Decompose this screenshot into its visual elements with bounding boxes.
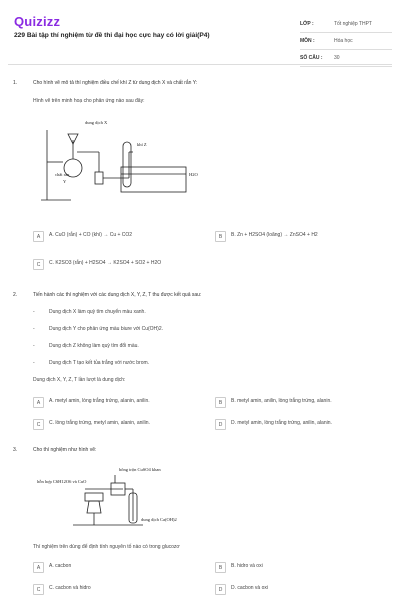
label-h2o: H2O: [189, 172, 198, 177]
q3-option-b[interactable]: [215, 562, 390, 575]
option-letter-box: C: [33, 259, 44, 270]
label-hon-hop: hỗn hợp C6H12O6 và CuO: [37, 479, 87, 484]
option-letter-box: A: [33, 231, 44, 242]
label-ca-oh2: dung dịch Ca(OH)2: [141, 517, 177, 522]
q3-option-a[interactable]: [33, 562, 208, 575]
option-text: C. cacbon và hidro: [49, 585, 91, 591]
q1-apparatus-figure: [33, 112, 218, 207]
question-text: Cho hình vẽ mô tả thí nghiệm điều chế khí Z từ dung dịch X và chất rắn Y:: [33, 80, 198, 86]
meta-value: Tốt nghiệp THPT: [334, 21, 372, 27]
bullet-text: Dung dịch Z không làm quỳ tím đổi màu.: [49, 343, 139, 349]
q2-option-a[interactable]: [33, 397, 208, 410]
option-letter-box: C: [33, 584, 44, 595]
header: [0, 0, 400, 66]
q3-apparatus-figure: [33, 463, 223, 533]
header-divider: [8, 64, 392, 65]
option-text: B. Zn + H2SO4 (loãng) → ZnSO4 + H2: [231, 232, 318, 238]
option-letter-box: D: [215, 419, 226, 430]
meta-row-class: [300, 16, 392, 33]
q1-option-c[interactable]: [33, 259, 203, 272]
option-text: C. K2SO3 (rắn) + H2SO4 → K2SO4 + SO2 + H2O: [49, 260, 162, 266]
label-y: Y: [63, 179, 67, 184]
label-khi-z: khí Z: [137, 142, 147, 147]
bullet-text: Dung dịch T tạo kết tủa trắng với nước brom.: [49, 360, 150, 366]
question-number: 1.: [13, 80, 18, 86]
label-bong-tron: bông trộn CuSO4 khan: [119, 467, 161, 472]
q1-option-b[interactable]: [215, 231, 365, 244]
q2-option-d[interactable]: [215, 419, 390, 432]
option-letter-box: C: [33, 419, 44, 430]
question-text: Tiến hành các thí nghiệm với các dung dịch X, Y, Z, T thu được kết quả sau:: [33, 292, 202, 298]
bullet-text: Dung dịch Y cho phản ứng màu biure với Cu(OH)2.: [49, 326, 164, 332]
q3-option-c[interactable]: [33, 584, 208, 597]
option-text: D. cacbon và oxi: [231, 585, 268, 591]
option-text: B. metyl amin, anilin, lòng trắng trứng, alanin.: [231, 398, 332, 404]
option-letter-box: B: [215, 231, 226, 242]
bullet-text: Dung dịch X làm quỳ tím chuyển màu xanh.: [49, 309, 146, 315]
quizizz-logo: Quizizz: [14, 14, 61, 29]
option-letter-box: D: [215, 584, 226, 595]
option-text: D. metyl amin, lòng trắng trứng, anilin, alanin.: [231, 420, 332, 426]
option-letter-box: A: [33, 397, 44, 408]
meta-table: [300, 16, 392, 67]
question-subtext: Thí nghiệm trên dùng để định tính nguyên tố nào có trong glucozơ: [33, 544, 180, 550]
question-text: Cho thí nghiệm như hình vẽ:: [33, 447, 97, 453]
option-letter-box: B: [215, 562, 226, 573]
meta-key: MÔN :: [300, 38, 315, 44]
meta-value: 30: [334, 55, 340, 61]
question-subtext: Dung dịch X, Y, Z, T lần lượt là dung dịch:: [33, 377, 126, 383]
q2-option-c[interactable]: [33, 419, 208, 432]
question-number: 2.: [13, 292, 18, 298]
meta-key: LỚP :: [300, 21, 314, 27]
option-letter-box: A: [33, 562, 44, 573]
meta-row-subject: [300, 33, 392, 50]
option-text: A. metyl amin, lòng trắng trứng, alanin, anilin.: [49, 398, 150, 404]
option-text: A. cacbon: [49, 563, 72, 569]
q3-option-d[interactable]: [215, 584, 390, 597]
meta-key: SỐ CÂU :: [300, 55, 323, 61]
question-subtext: Hình vẽ trên minh hoạ cho phản ứng nào sau đây:: [33, 98, 145, 104]
option-text: A. CuO (rắn) + CO (khí) → Cu + CO2: [49, 232, 133, 238]
label-dung-dich-x: dung dịch X: [85, 120, 108, 125]
page-title: 229 Bài tập thí nghiệm từ đề thi đại học cực hay có lời giải(P4): [14, 32, 210, 39]
option-text: C. lòng trắng trứng, metyl amin, alanin, anilin.: [49, 420, 150, 426]
q1-option-a[interactable]: [33, 231, 203, 244]
meta-value: Hóa học: [334, 38, 353, 44]
question-number: 3.: [13, 447, 18, 453]
label-chat-ran: chất rắn: [55, 172, 70, 177]
option-text: B. hidro và oxi: [231, 563, 263, 569]
option-letter-box: B: [215, 397, 226, 408]
q2-option-b[interactable]: [215, 397, 390, 410]
